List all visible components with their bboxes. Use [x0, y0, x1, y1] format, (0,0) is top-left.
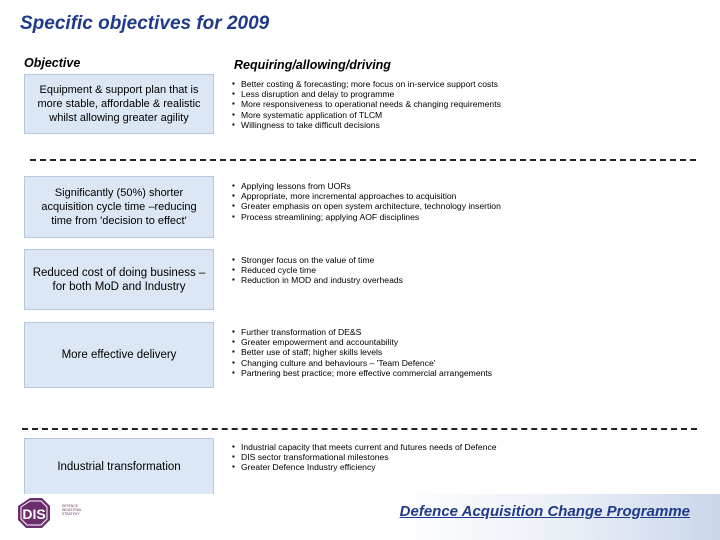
bullet-item: ▪ More systematic application of TLCM: [232, 110, 501, 120]
logo-text: DIS: [22, 506, 46, 522]
bullet-item: ▪ Greater empowerment and accountability: [232, 337, 492, 347]
bullet-item: ▪ Industrial capacity that meets current and futures needs of Defence: [232, 442, 497, 452]
bullet-item: ▪ Further transformation of DE&S: [232, 327, 492, 337]
bullet-list-5: [232, 442, 497, 473]
logo-subtext-line: DEFENCE: [62, 504, 78, 508]
bullet-item: ▪ Appropriate, more incremental approaches to acquisition: [232, 191, 501, 201]
bullet-item: ▪ Greater Defence Industry efficiency: [232, 462, 497, 472]
bullet-item: ▪ Stronger focus on the value of time: [232, 255, 403, 265]
dashed-divider-top: [30, 159, 696, 161]
logo-subtext: [62, 504, 82, 516]
dashed-divider-bottom: [22, 428, 697, 430]
requiring-column-header: Requiring/allowing/driving: [234, 58, 391, 72]
slide-title: Specific objectives for 2009: [20, 13, 270, 34]
objective-box-2: Significantly (50%) shorter acquisition cycle time –reducing time from 'decision to effect': [24, 176, 214, 238]
objective-box-1: Equipment & support plan that is more stable, affordable & realistic whilst allowing greater agility: [24, 74, 214, 134]
objective-box-5: Industrial transformation: [24, 438, 214, 495]
objective-box-3: Reduced cost of doing business – for both MoD and Industry: [24, 249, 214, 310]
bullet-list-2: [232, 181, 501, 222]
objective-box-4: More effective delivery: [24, 322, 214, 388]
logo-subtext-line: INDUSTRIAL: [62, 508, 82, 512]
bullet-item: ▪ Greater emphasis on open system architecture, technology insertion: [232, 201, 501, 211]
bullet-item: ▪ Better costing & forecasting; more focus on in-service support costs: [232, 79, 501, 89]
bullet-item: ▪ Willingness to take difficult decisions: [232, 120, 501, 130]
bullet-item: ▪ DIS sector transformational milestones: [232, 452, 497, 462]
logo-subtext-line: STRATEGY: [62, 512, 80, 516]
bullet-item: ▪ Reduced cycle time: [232, 265, 403, 275]
bullet-item: ▪ More responsiveness to operational needs & changing requirements: [232, 99, 501, 109]
bullet-item: ▪ Applying lessons from UORs: [232, 181, 501, 191]
bullet-item: ▪ Changing culture and behaviours – 'Team Defence': [232, 358, 492, 368]
bullet-list-3: [232, 255, 403, 286]
bullet-item: ▪ Less disruption and delay to programme: [232, 89, 501, 99]
objective-column-header: Objective: [24, 56, 81, 70]
bullet-item: ▪ Partnering best practice; more effective commercial arrangements: [232, 368, 492, 378]
bullet-list-4: [232, 327, 492, 378]
dis-logo: [16, 496, 96, 530]
bullet-list-1: [232, 79, 501, 130]
bullet-item: ▪ Better use of staff; higher skills levels: [232, 347, 492, 357]
bullet-item: ▪ Reduction in MOD and industry overheads: [232, 275, 403, 285]
bullet-item: ▪ Process streamlining; applying AOF disciplines: [232, 212, 501, 222]
footer-title: Defence Acquisition Change Programme: [399, 503, 690, 520]
